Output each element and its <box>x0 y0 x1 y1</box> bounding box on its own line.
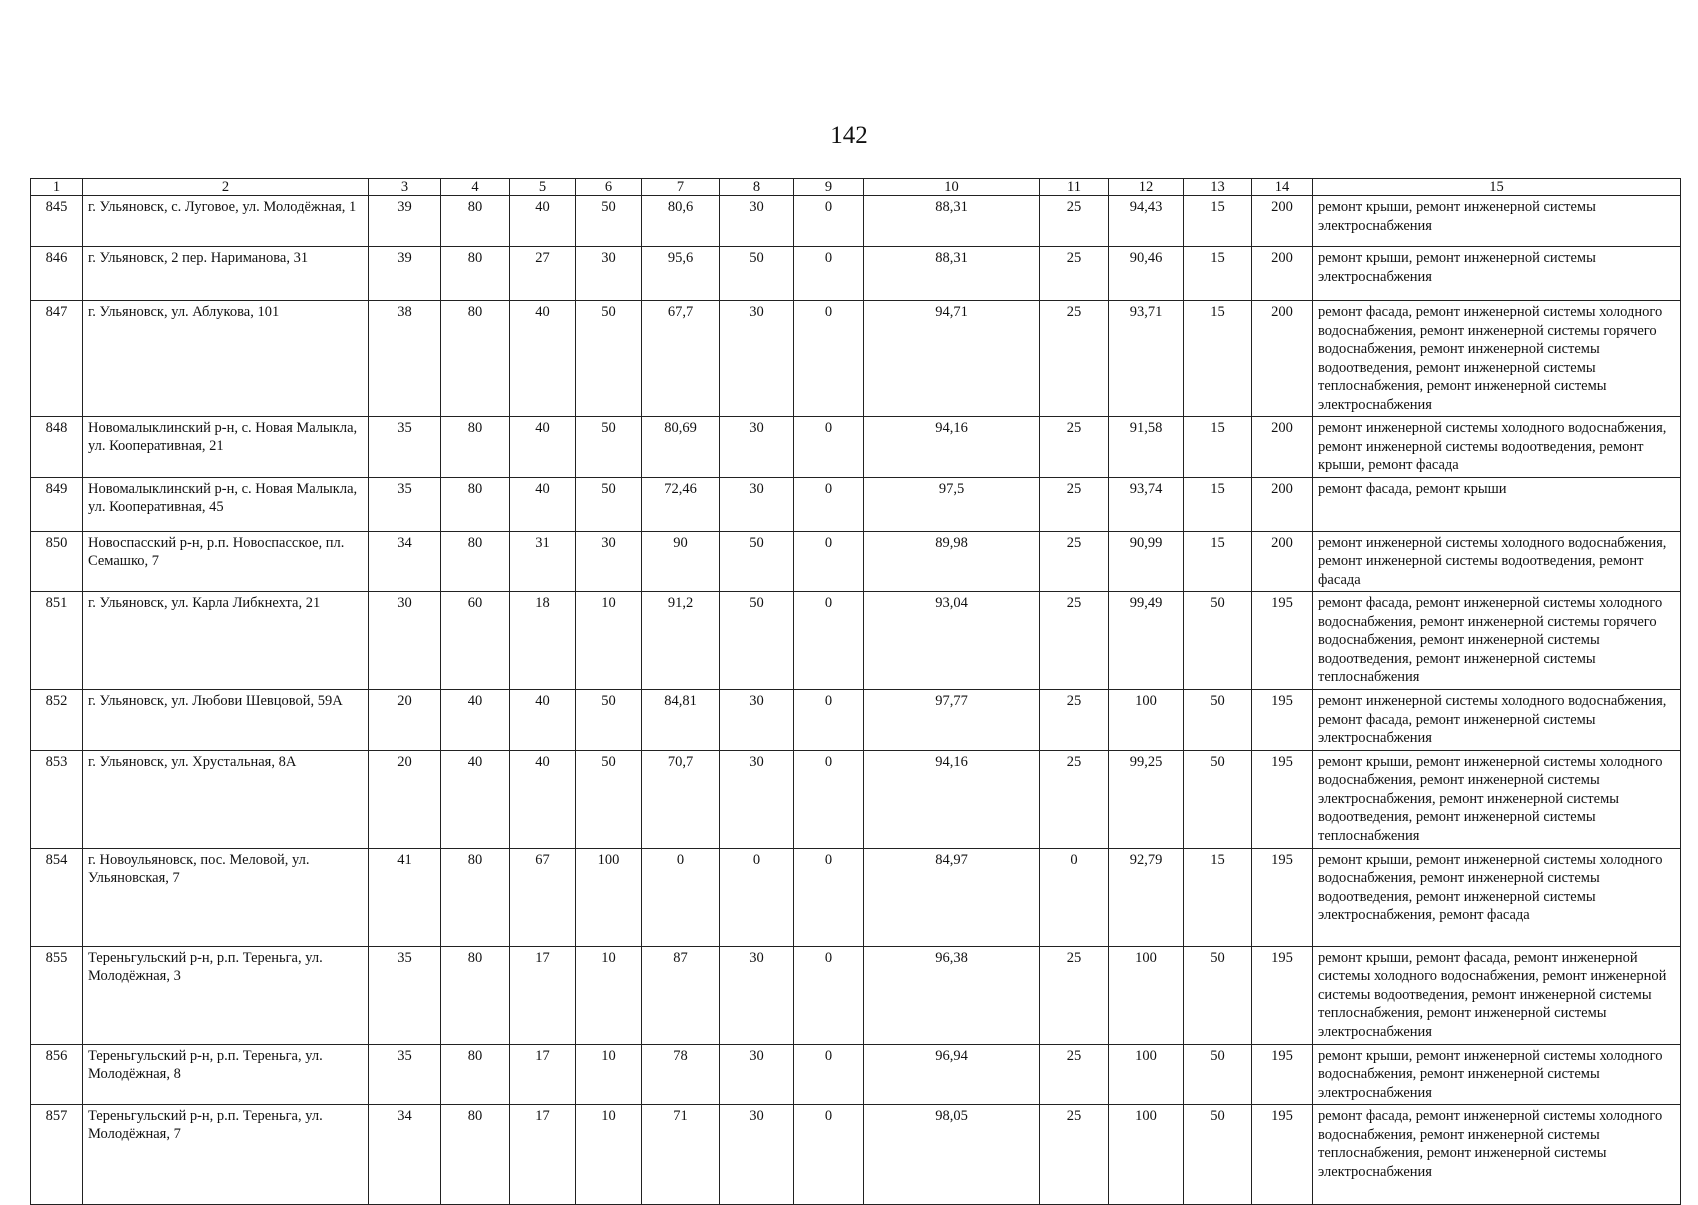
value-cell: 41 <box>369 848 441 946</box>
row-number-cell: 853 <box>31 750 83 848</box>
value-cell: 72,46 <box>642 477 720 531</box>
value-cell: 17 <box>510 946 576 1044</box>
address-cell: г. Ульяновск, ул. Аблукова, 101 <box>83 301 369 417</box>
value-cell: 40 <box>510 690 576 751</box>
value-cell: 88,31 <box>864 247 1040 301</box>
row-number-cell: 848 <box>31 417 83 478</box>
value-cell: 95,6 <box>642 247 720 301</box>
address-cell: г. Ульяновск, ул. Хрустальная, 8А <box>83 750 369 848</box>
value-cell: 15 <box>1184 477 1252 531</box>
value-cell: 0 <box>794 848 864 946</box>
value-cell: 195 <box>1252 1044 1313 1105</box>
address-cell: Новомалыклинский р-н, с. Новая Малыкла, ул. Кооперативная, 45 <box>83 477 369 531</box>
column-header: 12 <box>1109 179 1184 196</box>
value-cell: 78 <box>642 1044 720 1105</box>
value-cell: 50 <box>1184 690 1252 751</box>
value-cell: 93,04 <box>864 592 1040 690</box>
table-row <box>31 301 1681 417</box>
column-header: 6 <box>576 179 642 196</box>
value-cell: 50 <box>1184 750 1252 848</box>
row-number-cell: 850 <box>31 531 83 592</box>
column-header: 11 <box>1040 179 1109 196</box>
column-header: 2 <box>83 179 369 196</box>
value-cell: 0 <box>720 848 794 946</box>
table-row <box>31 946 1681 1044</box>
value-cell: 15 <box>1184 417 1252 478</box>
value-cell: 100 <box>1109 1105 1184 1205</box>
table-row <box>31 690 1681 751</box>
value-cell: 35 <box>369 946 441 1044</box>
value-cell: 67 <box>510 848 576 946</box>
column-header: 8 <box>720 179 794 196</box>
value-cell: 0 <box>794 1044 864 1105</box>
value-cell: 50 <box>576 690 642 751</box>
value-cell: 90,99 <box>1109 531 1184 592</box>
repair-works-cell: ремонт фасада, ремонт инженерной системы холодного водоснабжения, ремонт инженерной системы горячего водоснабжения, ремонт инженерной системы водоотведения, ремонт инженерной системы теплоснабжения <box>1313 592 1681 690</box>
value-cell: 25 <box>1040 946 1109 1044</box>
value-cell: 88,31 <box>864 196 1040 247</box>
table-row <box>31 848 1681 946</box>
value-cell: 38 <box>369 301 441 417</box>
value-cell: 50 <box>576 196 642 247</box>
value-cell: 80,69 <box>642 417 720 478</box>
value-cell: 0 <box>794 247 864 301</box>
repair-works-cell: ремонт фасада, ремонт инженерной системы холодного водоснабжения, ремонт инженерной системы горячего водоснабжения, ремонт инженерной системы водоотведения, ремонт инженерной системы теплоснабжения, ремонт инженерной системы электроснабжения <box>1313 301 1681 417</box>
value-cell: 39 <box>369 247 441 301</box>
address-cell: Новомалыклинский р-н, с. Новая Малыкла, ул. Кооперативная, 21 <box>83 417 369 478</box>
value-cell: 98,05 <box>864 1105 1040 1205</box>
value-cell: 15 <box>1184 247 1252 301</box>
value-cell: 30 <box>720 1105 794 1205</box>
value-cell: 25 <box>1040 247 1109 301</box>
table-row <box>31 1105 1681 1205</box>
value-cell: 25 <box>1040 531 1109 592</box>
table-body <box>31 196 1681 1205</box>
value-cell: 15 <box>1184 196 1252 247</box>
column-header: 3 <box>369 179 441 196</box>
value-cell: 100 <box>1109 690 1184 751</box>
value-cell: 30 <box>720 301 794 417</box>
repair-works-cell: ремонт крыши, ремонт инженерной системы холодного водоснабжения, ремонт инженерной системы электроснабжения <box>1313 1044 1681 1105</box>
value-cell: 89,98 <box>864 531 1040 592</box>
value-cell: 84,97 <box>864 848 1040 946</box>
value-cell: 35 <box>369 1044 441 1105</box>
value-cell: 0 <box>1040 848 1109 946</box>
value-cell: 91,2 <box>642 592 720 690</box>
value-cell: 34 <box>369 1105 441 1205</box>
value-cell: 50 <box>576 417 642 478</box>
value-cell: 40 <box>510 301 576 417</box>
value-cell: 80 <box>441 417 510 478</box>
column-header: 9 <box>794 179 864 196</box>
value-cell: 67,7 <box>642 301 720 417</box>
value-cell: 200 <box>1252 477 1313 531</box>
table-row <box>31 247 1681 301</box>
value-cell: 30 <box>720 690 794 751</box>
value-cell: 84,81 <box>642 690 720 751</box>
value-cell: 30 <box>720 417 794 478</box>
value-cell: 30 <box>720 1044 794 1105</box>
row-number-cell: 845 <box>31 196 83 247</box>
column-header: 7 <box>642 179 720 196</box>
value-cell: 50 <box>720 592 794 690</box>
column-header: 5 <box>510 179 576 196</box>
value-cell: 0 <box>642 848 720 946</box>
value-cell: 0 <box>794 690 864 751</box>
row-number-cell: 849 <box>31 477 83 531</box>
column-header: 10 <box>864 179 1040 196</box>
value-cell: 0 <box>794 477 864 531</box>
address-cell: г. Ульяновск, ул. Любови Шевцовой, 59А <box>83 690 369 751</box>
column-header: 1 <box>31 179 83 196</box>
value-cell: 30 <box>720 946 794 1044</box>
value-cell: 90 <box>642 531 720 592</box>
repair-works-cell: ремонт крыши, ремонт инженерной системы электроснабжения <box>1313 247 1681 301</box>
value-cell: 100 <box>1109 1044 1184 1105</box>
value-cell: 0 <box>794 1105 864 1205</box>
value-cell: 96,94 <box>864 1044 1040 1105</box>
value-cell: 40 <box>510 477 576 531</box>
column-number-row <box>31 179 1681 196</box>
value-cell: 91,58 <box>1109 417 1184 478</box>
column-header: 13 <box>1184 179 1252 196</box>
value-cell: 0 <box>794 946 864 1044</box>
value-cell: 80 <box>441 1044 510 1105</box>
value-cell: 87 <box>642 946 720 1044</box>
table-row <box>31 750 1681 848</box>
value-cell: 27 <box>510 247 576 301</box>
value-cell: 90,46 <box>1109 247 1184 301</box>
column-header: 4 <box>441 179 510 196</box>
value-cell: 80 <box>441 946 510 1044</box>
value-cell: 80 <box>441 247 510 301</box>
value-cell: 25 <box>1040 301 1109 417</box>
value-cell: 25 <box>1040 196 1109 247</box>
value-cell: 25 <box>1040 477 1109 531</box>
repair-works-cell: ремонт инженерной системы холодного водоснабжения, ремонт инженерной системы водоотведения, ремонт крыши, ремонт фасада <box>1313 417 1681 478</box>
value-cell: 10 <box>576 946 642 1044</box>
value-cell: 200 <box>1252 531 1313 592</box>
row-number-cell: 855 <box>31 946 83 1044</box>
value-cell: 100 <box>576 848 642 946</box>
value-cell: 92,79 <box>1109 848 1184 946</box>
value-cell: 50 <box>576 301 642 417</box>
value-cell: 97,5 <box>864 477 1040 531</box>
value-cell: 71 <box>642 1105 720 1205</box>
value-cell: 93,71 <box>1109 301 1184 417</box>
repair-works-cell: ремонт фасада, ремонт инженерной системы холодного водоснабжения, ремонт инженерной системы теплоснабжения, ремонт инженерной системы электроснабжения <box>1313 1105 1681 1205</box>
value-cell: 80 <box>441 477 510 531</box>
value-cell: 80 <box>441 848 510 946</box>
value-cell: 35 <box>369 417 441 478</box>
address-cell: г. Ульяновск, 2 пер. Нариманова, 31 <box>83 247 369 301</box>
value-cell: 30 <box>576 247 642 301</box>
table-row <box>31 196 1681 247</box>
value-cell: 40 <box>510 417 576 478</box>
value-cell: 93,74 <box>1109 477 1184 531</box>
value-cell: 25 <box>1040 1105 1109 1205</box>
repair-works-cell: ремонт крыши, ремонт инженерной системы холодного водоснабжения, ремонт инженерной системы водоотведения, ремонт инженерной системы электроснабжения, ремонт фасада <box>1313 848 1681 946</box>
table-row <box>31 592 1681 690</box>
value-cell: 0 <box>794 301 864 417</box>
value-cell: 200 <box>1252 247 1313 301</box>
value-cell: 80 <box>441 1105 510 1205</box>
value-cell: 25 <box>1040 592 1109 690</box>
value-cell: 34 <box>369 531 441 592</box>
value-cell: 94,71 <box>864 301 1040 417</box>
value-cell: 195 <box>1252 1105 1313 1205</box>
repair-works-cell: ремонт крыши, ремонт инженерной системы электроснабжения <box>1313 196 1681 247</box>
value-cell: 70,7 <box>642 750 720 848</box>
row-number-cell: 852 <box>31 690 83 751</box>
value-cell: 40 <box>441 690 510 751</box>
row-number-cell: 856 <box>31 1044 83 1105</box>
value-cell: 17 <box>510 1105 576 1205</box>
value-cell: 35 <box>369 477 441 531</box>
table-row <box>31 1044 1681 1105</box>
value-cell: 50 <box>1184 946 1252 1044</box>
value-cell: 94,16 <box>864 417 1040 478</box>
value-cell: 195 <box>1252 750 1313 848</box>
value-cell: 200 <box>1252 301 1313 417</box>
column-header: 14 <box>1252 179 1313 196</box>
capital-repair-table <box>30 178 1681 1205</box>
address-cell: Тереньгульский р-н, р.п. Тереньга, ул. Молодёжная, 3 <box>83 946 369 1044</box>
column-header: 15 <box>1313 179 1681 196</box>
address-cell: г. Ульяновск, ул. Карла Либкнехта, 21 <box>83 592 369 690</box>
repair-works-cell: ремонт крыши, ремонт фасада, ремонт инженерной системы холодного водоснабжения, ремонт инженерной системы водоотведения, ремонт инженерной системы теплоснабжения, ремонт инженерной системы электроснабжения <box>1313 946 1681 1044</box>
value-cell: 50 <box>1184 1105 1252 1205</box>
value-cell: 30 <box>576 531 642 592</box>
page-number: 142 <box>830 122 868 149</box>
value-cell: 30 <box>720 750 794 848</box>
repair-works-cell: ремонт крыши, ремонт инженерной системы холодного водоснабжения, ремонт инженерной системы электроснабжения, ремонт инженерной системы водоотведения, ремонт инженерной системы теплоснабжения <box>1313 750 1681 848</box>
address-cell: Тереньгульский р-н, р.п. Тереньга, ул. Молодёжная, 8 <box>83 1044 369 1105</box>
repair-works-cell: ремонт инженерной системы холодного водоснабжения, ремонт фасада, ремонт инженерной системы электроснабжения <box>1313 690 1681 751</box>
value-cell: 30 <box>369 592 441 690</box>
value-cell: 25 <box>1040 1044 1109 1105</box>
value-cell: 99,49 <box>1109 592 1184 690</box>
value-cell: 195 <box>1252 592 1313 690</box>
value-cell: 0 <box>794 592 864 690</box>
value-cell: 50 <box>720 531 794 592</box>
value-cell: 17 <box>510 1044 576 1105</box>
value-cell: 50 <box>1184 592 1252 690</box>
value-cell: 50 <box>1184 1044 1252 1105</box>
value-cell: 20 <box>369 750 441 848</box>
value-cell: 10 <box>576 592 642 690</box>
table-row <box>31 531 1681 592</box>
row-number-cell: 851 <box>31 592 83 690</box>
value-cell: 50 <box>720 247 794 301</box>
row-number-cell: 854 <box>31 848 83 946</box>
value-cell: 200 <box>1252 196 1313 247</box>
value-cell: 39 <box>369 196 441 247</box>
value-cell: 0 <box>794 196 864 247</box>
value-cell: 0 <box>794 750 864 848</box>
value-cell: 25 <box>1040 417 1109 478</box>
value-cell: 100 <box>1109 946 1184 1044</box>
table-row <box>31 417 1681 478</box>
address-cell: г. Ульяновск, с. Луговое, ул. Молодёжная, 1 <box>83 196 369 247</box>
value-cell: 20 <box>369 690 441 751</box>
address-cell: г. Новоульяновск, пос. Меловой, ул. Ульяновская, 7 <box>83 848 369 946</box>
row-number-cell: 847 <box>31 301 83 417</box>
value-cell: 0 <box>794 417 864 478</box>
value-cell: 15 <box>1184 848 1252 946</box>
value-cell: 80 <box>441 301 510 417</box>
value-cell: 40 <box>510 750 576 848</box>
value-cell: 80 <box>441 531 510 592</box>
value-cell: 94,16 <box>864 750 1040 848</box>
value-cell: 25 <box>1040 750 1109 848</box>
value-cell: 50 <box>576 477 642 531</box>
repair-works-cell: ремонт инженерной системы холодного водоснабжения, ремонт инженерной системы водоотведения, ремонт фасада <box>1313 531 1681 592</box>
row-number-cell: 846 <box>31 247 83 301</box>
value-cell: 96,38 <box>864 946 1040 1044</box>
address-cell: Новоспасский р-н, р.п. Новоспасское, пл. Семашко, 7 <box>83 531 369 592</box>
row-number-cell: 857 <box>31 1105 83 1205</box>
value-cell: 50 <box>576 750 642 848</box>
value-cell: 200 <box>1252 417 1313 478</box>
value-cell: 80,6 <box>642 196 720 247</box>
value-cell: 15 <box>1184 301 1252 417</box>
value-cell: 94,43 <box>1109 196 1184 247</box>
value-cell: 30 <box>720 196 794 247</box>
value-cell: 15 <box>1184 531 1252 592</box>
value-cell: 195 <box>1252 848 1313 946</box>
value-cell: 97,77 <box>864 690 1040 751</box>
table-row <box>31 477 1681 531</box>
value-cell: 25 <box>1040 690 1109 751</box>
value-cell: 0 <box>794 531 864 592</box>
value-cell: 31 <box>510 531 576 592</box>
value-cell: 18 <box>510 592 576 690</box>
value-cell: 40 <box>441 750 510 848</box>
value-cell: 30 <box>720 477 794 531</box>
value-cell: 99,25 <box>1109 750 1184 848</box>
value-cell: 10 <box>576 1105 642 1205</box>
repair-works-cell: ремонт фасада, ремонт крыши <box>1313 477 1681 531</box>
value-cell: 80 <box>441 196 510 247</box>
value-cell: 10 <box>576 1044 642 1105</box>
address-cell: Тереньгульский р-н, р.п. Тереньга, ул. Молодёжная, 7 <box>83 1105 369 1205</box>
value-cell: 195 <box>1252 946 1313 1044</box>
value-cell: 40 <box>510 196 576 247</box>
value-cell: 60 <box>441 592 510 690</box>
value-cell: 195 <box>1252 690 1313 751</box>
